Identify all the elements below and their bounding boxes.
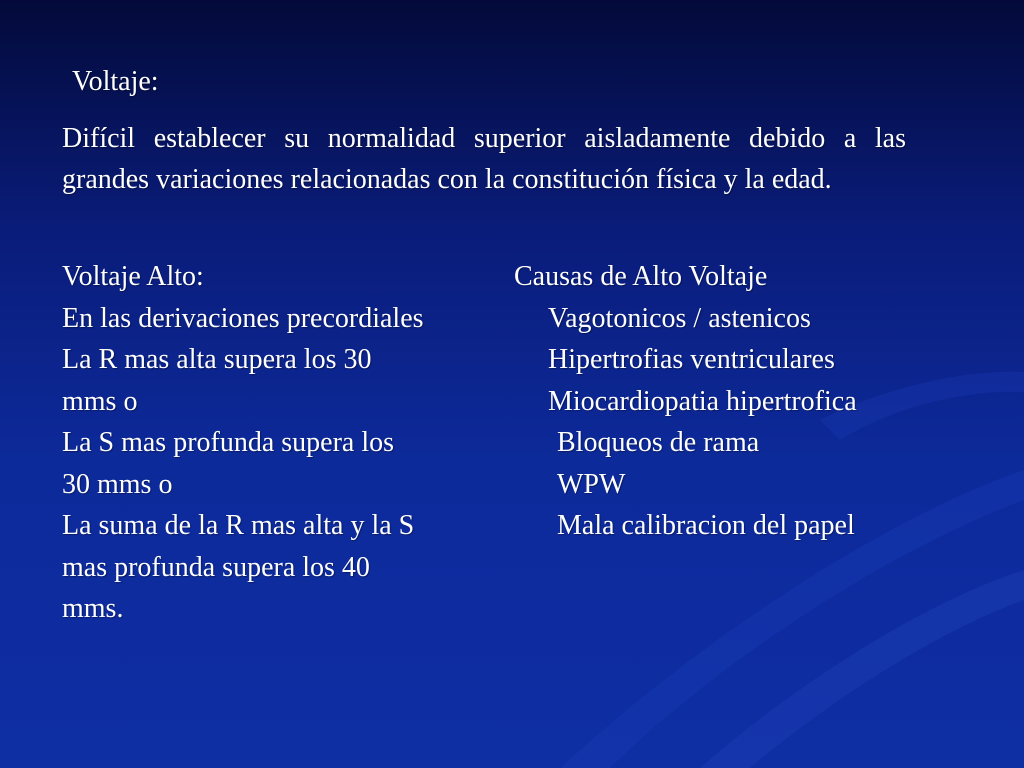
slide-title: Voltaje: <box>72 66 159 97</box>
causa-item: Mala calibracion del papel <box>557 510 855 541</box>
causas-column <box>514 256 857 547</box>
causa-item: Bloqueos de rama <box>557 427 760 458</box>
criteria-line: mms o <box>62 385 138 417</box>
causa-item: WPW <box>557 468 626 500</box>
criteria-line: La S mas profunda supera los <box>62 427 395 458</box>
criteria-line: La suma de la R mas alta y la S <box>62 510 415 541</box>
causas-heading: Causas de Alto Voltaje <box>514 261 768 292</box>
causa-item: Hipertrofias ventriculares <box>548 344 835 375</box>
criteria-line: En las derivaciones precordiales <box>62 302 424 334</box>
intro-paragraph: Difícil establecer su normalidad superior aisladamente debido a las grandes variaciones relacionadas con la constitución física y la edad. <box>62 123 906 195</box>
criteria-line: La R mas alta supera los 30 <box>62 344 372 375</box>
criteria-line: mas profunda supera los 40 <box>62 551 370 583</box>
voltaje-alto-heading: Voltaje Alto: <box>62 261 204 292</box>
causa-item: Vagotonicos / astenicos <box>548 302 811 334</box>
voltaje-alto-column <box>62 256 424 630</box>
criteria-line: mms. <box>62 593 124 624</box>
causa-item: Miocardiopatia hipertrofica <box>548 385 857 417</box>
criteria-line: 30 mms o <box>62 468 173 500</box>
